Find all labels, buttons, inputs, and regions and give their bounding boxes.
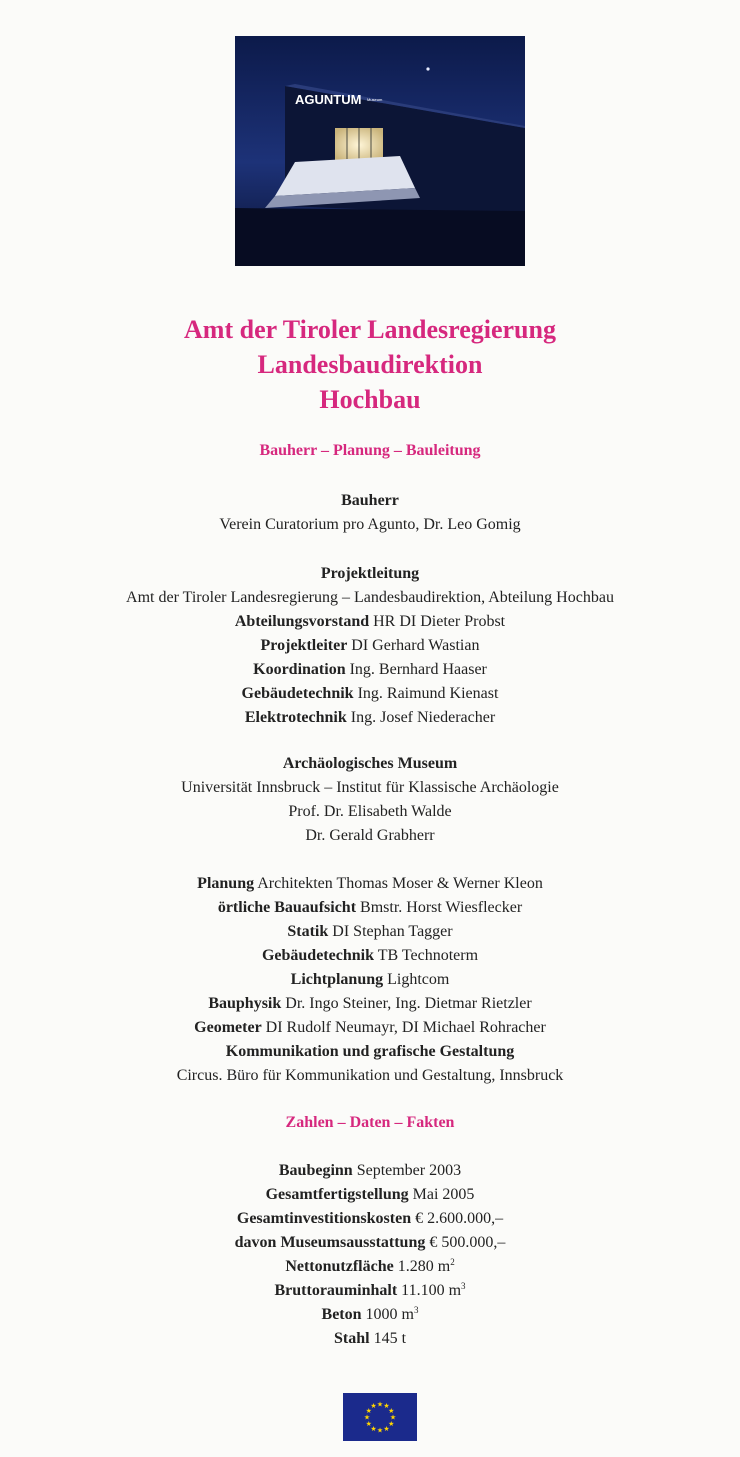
eu-stars [343, 1393, 417, 1441]
eu-star-icon: ★ [365, 1420, 372, 1428]
info-row: Statik DI Stephan Tagger [287, 923, 453, 940]
eu-star-icon: ★ [383, 1402, 390, 1411]
projektleitung-heading: Projektleitung [320, 565, 420, 582]
fact-row: Beton 1000 $m^3$ [321, 1305, 419, 1323]
museum-photo [235, 36, 525, 266]
museum-night-image [235, 36, 525, 266]
aguntum-sign: AGUNTUM [295, 92, 362, 107]
title-line-2: Landesbaudirektion [257, 350, 483, 379]
info-row: Geometer DI Rudolf Neumayr, DI Michael Rohracher [194, 1019, 546, 1036]
eu-flag-icon [343, 1393, 417, 1441]
info-row: Planung Architekten Thomas Moser & Werner Kleon [197, 875, 543, 892]
eu-star-icon: ★ [370, 1424, 377, 1433]
info-row: Elektrotechnik Ing. Josef Niederacher [244, 709, 496, 726]
info-row: Gebäudetechnik Ing. Raimund Kienast [241, 685, 499, 702]
projektleitung-line: Amt der Tiroler Landesregierung – Landesbaudirektion, Abteilung Hochbau [126, 589, 614, 606]
museum-block [0, 752, 740, 848]
info-row: Bauphysik Dr. Ingo Steiner, Ing. Dietmar Rietzler [208, 995, 532, 1012]
fact-row: Baubeginn September 2003 [278, 1162, 462, 1179]
moon-icon [426, 67, 429, 70]
aguntum-sign-suffix: Museum [367, 97, 383, 102]
section-heading-zahlen-daten: Zahlen – Daten – Fakten [285, 1114, 455, 1131]
fact-row: Nettonutzfläche 1.280 $m^2$ [285, 1257, 455, 1275]
bauherr-value: Verein Curatorium pro Agunto, Dr. Leo Gomig [219, 516, 521, 533]
museum-heading: Archäologisches Museum [282, 755, 458, 772]
bauherr-block [0, 489, 740, 537]
info-row: Abteilungsvorstand HR DI Dieter Probst [234, 613, 506, 630]
title-line-1: Amt der Tiroler Landesregierung [184, 315, 556, 344]
eu-star-icon: ★ [388, 1407, 395, 1415]
eu-star-icon: ★ [363, 1413, 371, 1422]
kommunikation-heading: Kommunikation und grafische Gestaltung [225, 1043, 515, 1060]
info-row: Gebäudetechnik TB Technoterm [261, 947, 479, 964]
eu-star-icon: ★ [376, 1426, 384, 1435]
bauherr-heading: Bauherr [341, 492, 399, 509]
info-row: Projektleiter DI Gerhard Wastian [260, 637, 480, 654]
fact-row: davon Museumsausstattung € 500.000,– [234, 1234, 506, 1251]
eu-star-icon: ★ [388, 1420, 395, 1428]
eu-star-icon: ★ [370, 1402, 377, 1411]
planung-block [0, 872, 740, 1088]
title-line-3: Hochbau [319, 385, 421, 414]
info-row: örtliche Bauaufsicht Bmstr. Horst Wiesflecker [217, 899, 523, 916]
museum-line: Universität Innsbruck – Institut für Klassische Archäologie [181, 779, 559, 796]
fact-row: Gesamtinvestitionskosten € 2.600.000,– [236, 1210, 504, 1227]
projektleitung-block [0, 562, 740, 730]
fact-row: Stahl 145 t [333, 1330, 407, 1347]
eu-star-icon: ★ [365, 1407, 372, 1415]
fact-row: Bruttorauminhalt 11.100 $m^3$ [274, 1281, 466, 1299]
museum-line: Dr. Gerald Grabherr [305, 827, 435, 844]
kommunikation-value: Circus. Büro für Kommunikation und Gestaltung, Innsbruck [176, 1067, 564, 1084]
document-title [0, 312, 740, 417]
section-heading-bauherr-planung: Bauherr – Planung – Bauleitung [259, 442, 481, 459]
facts-block [0, 1159, 740, 1351]
museum-line: Prof. Dr. Elisabeth Walde [288, 803, 452, 820]
eu-star-icon: ★ [389, 1413, 397, 1422]
fact-row: Gesamtfertigstellung Mai 2005 [265, 1186, 475, 1203]
info-row: Koordination Ing. Bernhard Haaser [253, 661, 487, 678]
info-row: Lichtplanung Lightcom [290, 971, 450, 988]
eu-star-icon: ★ [383, 1424, 390, 1433]
eu-star-icon: ★ [376, 1400, 384, 1409]
